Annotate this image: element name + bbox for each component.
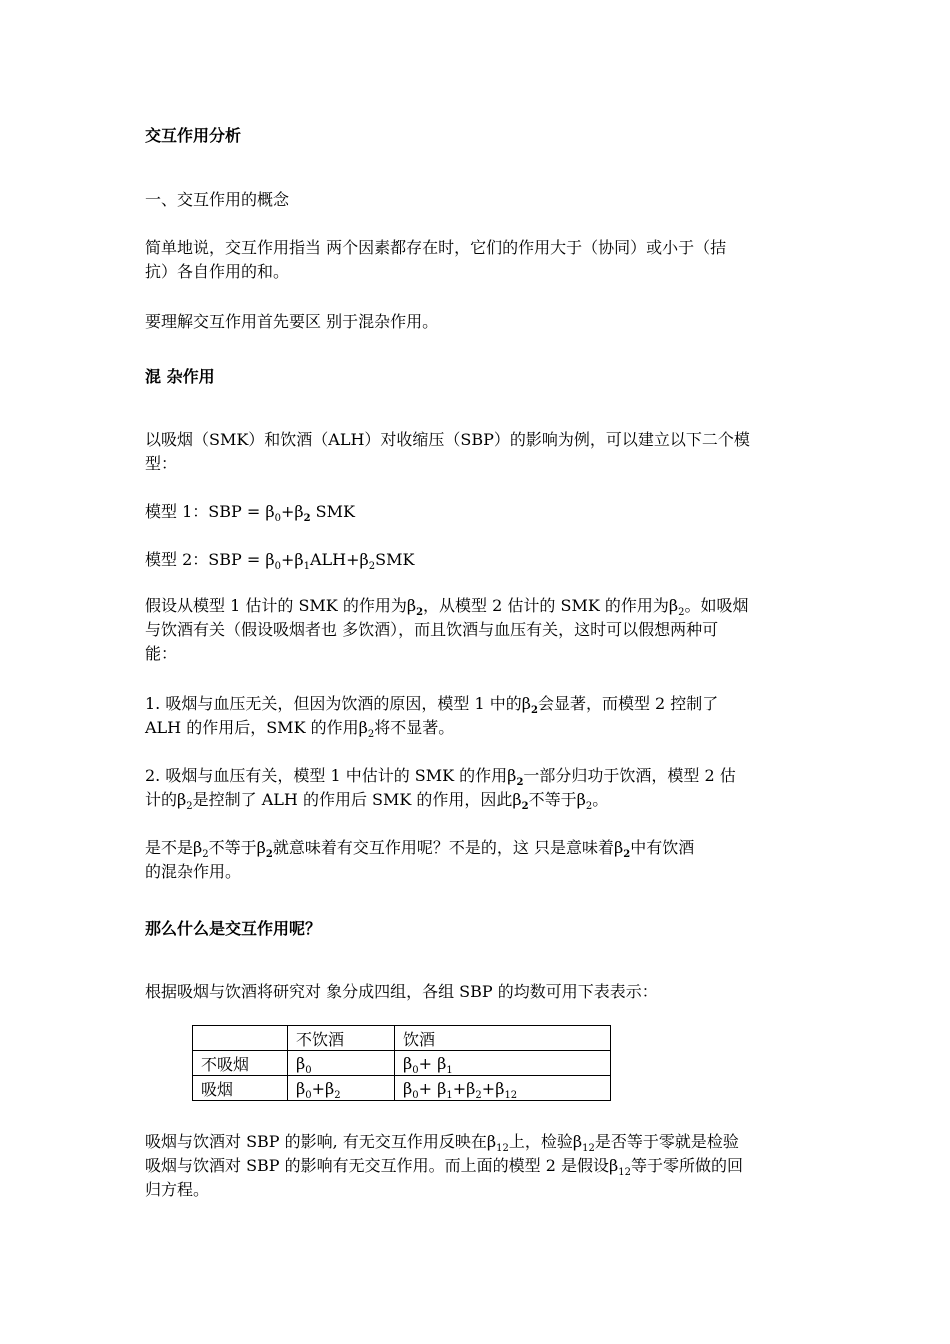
example-paragraph: 以吸烟（SMK）和饮酒（ALH）对收缩压（SBP）的影响为例，可以建立以下二个模 型： [145, 430, 750, 473]
table-header-cell: 饮酒 [395, 1026, 611, 1051]
understand-paragraph: 要理解交互作用首先要区 别于混杂作用。 [145, 312, 439, 331]
table-cell: $\beta_0+ \beta_1$ [395, 1051, 611, 1076]
table-cell: $\beta_0+\beta_2$ [288, 1076, 395, 1101]
page-title: 交互作用分析 [145, 126, 242, 145]
case-1-paragraph: 1. 吸烟与血压无关，但因为饮酒的原因，模型 1 中的$\beta_2$会显著，而模型 2 控制了 ALH 的作用后，SMK 的作用$\beta_2$将不显著。 [145, 694, 719, 740]
model-2-formula: 模型 2：SBP = $\beta_0+\beta_1ALH+\beta_2SMK$ [145, 550, 415, 572]
table-header-row [193, 1026, 611, 1051]
table-row [193, 1076, 611, 1101]
conclusion-paragraph: 吸烟与饮酒对 SBP 的影响, 有无交互作用反映在$\beta_{12}$上，检验$\beta_{12}$是否等于零就是检验 吸烟与饮酒对 SBP 的影响有无交互作用。而上面的模型 2 是假设$\beta_{12}$等于零所做的回 归方程。 [145, 1132, 744, 1199]
question-paragraph: 是不是$\beta_2$不等于$\beta_2$就意味着有交互作用呢？不是的，这 只是意味着$\beta_2$中有饮酒 的混杂作用。 [145, 838, 695, 881]
section-heading-concept: 一、交互作用的概念 [145, 190, 290, 209]
group-means-table [192, 1025, 611, 1101]
section-heading-confounding: 混 杂作用 [145, 367, 215, 386]
table-header-cell: 不饮酒 [288, 1026, 395, 1051]
table-row [193, 1051, 611, 1076]
row-label: 不吸烟 [193, 1051, 288, 1076]
section-heading-interaction: 那么什么是交互作用呢？ [145, 919, 322, 938]
table-cell: $\beta_0+ \beta_1+\beta_2+\beta_{12}$ [395, 1076, 611, 1101]
table-intro-paragraph: 根据吸烟与饮酒将研究对 象分成四组，各组 SBP 的均数可用下表表示： [145, 982, 658, 1001]
row-label: 吸烟 [193, 1076, 288, 1101]
table-cell: $\beta_0$ [288, 1051, 395, 1076]
model-1-formula: 模型 1：SBP = $\beta_0+\beta_2$ SMK [145, 502, 355, 524]
assumption-paragraph: 假设从模型 1 估计的 SMK 的作用为$\beta_2$，从模型 2 估计的 SMK 的作用为$\beta_2$。如吸烟 与饮酒有关（假设吸烟者也 多饮酒），而且饮酒与血压有关，这时可以假想两种可 能： [145, 596, 749, 663]
table-header-cell [193, 1026, 288, 1051]
case-2-paragraph: 2. 吸烟与血压有关，模型 1 中估计的 SMK 的作用$\beta_2$一部分归功于饮酒，模型 2 估 计的$\beta_2$是控制了 ALH 的作用后 SMK 的作用，因此$\beta_2$不等于$\beta_2$。 [145, 766, 736, 812]
definition-paragraph: 简单地说，交互作用指当 两个因素都存在时，它们的作用大于（协同）或小于（拮 抗）各自作用的和。 [145, 238, 727, 281]
